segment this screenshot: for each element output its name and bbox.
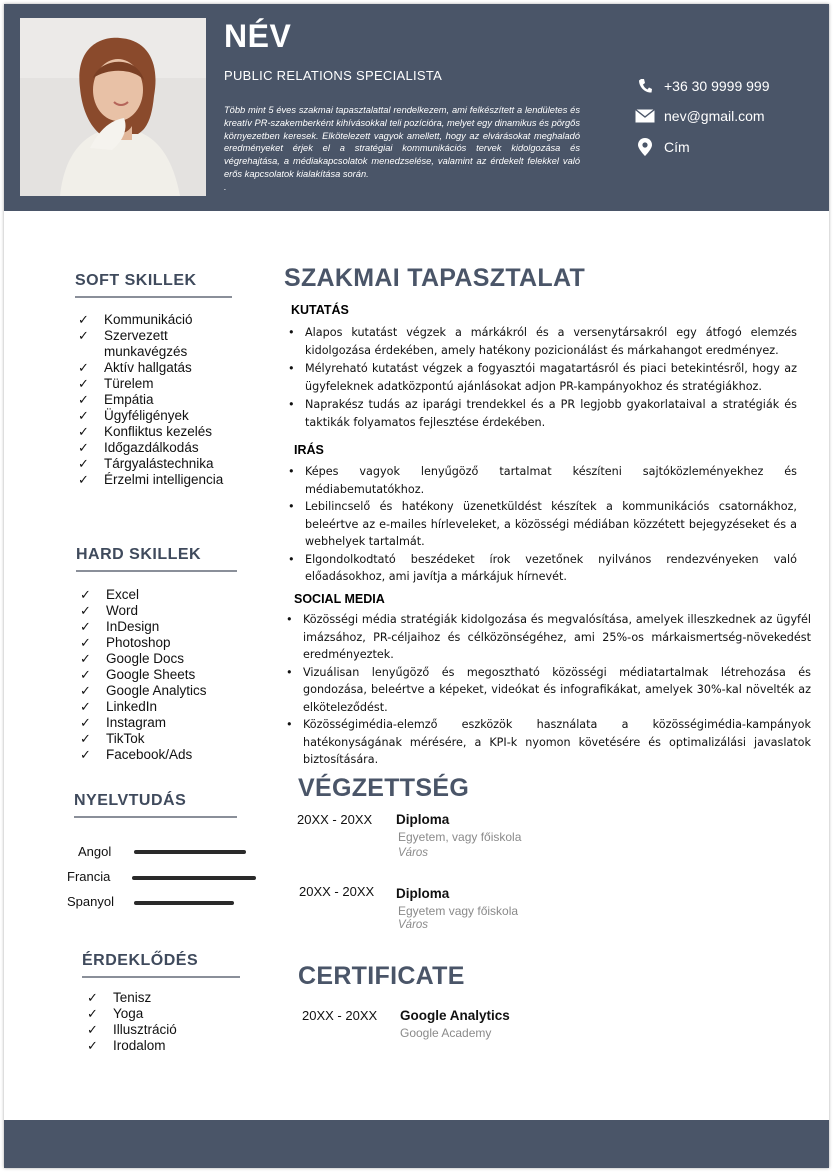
location-pin-icon <box>634 138 656 156</box>
research-bullets <box>285 324 797 432</box>
list-item: • Lebilincselő és hatékony üzenetküldést készítek a kommunikációs csatornákhoz, beleértve az e-mailes hírleveleket, a közösségi médiában közzétett bejegyzéseket és a webhelyek tartalmát. <box>285 498 797 551</box>
social-media-bullets <box>283 611 811 769</box>
list-item: ✓ Ügyféligények <box>78 408 238 424</box>
list-item: • Közösségi média stratégiák kidolgozása és megvalósítása, amelyek illeszkednek az ügyfél imázsához, PR-céljaihoz és célközönségéhez, ami 25%-os márkaismertség-növekedést eredményeztek. <box>283 611 811 664</box>
list-item: ✓ Photoshop <box>80 635 240 651</box>
language-name: Francia <box>67 869 111 884</box>
languages-heading: NYELVTUDÁS <box>74 792 237 818</box>
language-name: Angol <box>78 844 112 859</box>
list-item: ✓ Tárgyalástechnika <box>78 456 238 472</box>
soft-skills-heading: SOFT SKILLEK <box>75 272 232 298</box>
education-city: Város <box>398 847 429 859</box>
candidate-name: NÉV <box>224 18 292 54</box>
certificate-years: 20XX - 20XX <box>302 1008 378 1023</box>
soft-skills-list <box>78 312 238 488</box>
list-item: • Mélyreható kutatást végzek a fogyasztói magatartásról és piaci betekintésről, hogy az ügyfeleknek adatközpontú ajánlásokat adjon PR-kampányokhoz és stratégiákhoz. <box>285 360 797 396</box>
language-name: Spanyol <box>67 894 114 909</box>
list-item: ✓ Instagram <box>80 715 240 731</box>
list-item: • Elgondolkodtató beszédeket írok vezetőnek nyilvános rendezvényeken való előadásokhoz, ami javítja a márkájuk hírnevét. <box>285 551 797 586</box>
hard-skills-heading: HARD SKILLEK <box>76 546 237 572</box>
contact-phone <box>634 78 770 94</box>
section-title: SOCIAL MEDIA <box>294 592 385 606</box>
language-level-bar <box>134 901 234 905</box>
education-degree: Diploma <box>396 886 450 901</box>
list-item: ✓ Időgazdálkodás <box>78 440 238 456</box>
profile-photo <box>20 18 206 196</box>
experience-heading: SZAKMAI TAPASZTALAT <box>284 264 586 292</box>
list-item: ✓ Tenisz <box>87 990 237 1006</box>
list-item: ✓ TikTok <box>80 731 240 747</box>
hard-skills-list <box>80 587 240 763</box>
list-item: ✓ Érzelmi intelligencia <box>78 472 238 488</box>
section-title: KUTATÁS <box>291 303 349 317</box>
phone-icon <box>634 78 656 94</box>
list-item: ✓ Illusztráció <box>87 1022 237 1038</box>
list-item: • Vizuálisan lenyűgöző és megosztható közösségi médiatartalmak létrehozása és gondozása, beleértve a képeket, videókat és infografikákat, amelyek 30%-kal növelték az elköteleződést. <box>283 664 811 717</box>
job-title: PUBLIC RELATIONS SPECIALISTA <box>224 68 443 83</box>
list-item: ✓ Google Docs <box>80 651 240 667</box>
education-school: Egyetem vagy főiskola <box>398 904 519 918</box>
envelope-icon <box>634 109 656 123</box>
list-item: ✓ Word <box>80 603 240 619</box>
education-degree: Diploma <box>396 812 450 827</box>
list-item: ✓ InDesign <box>80 619 240 635</box>
certificate-heading: CERTIFICATE <box>298 962 465 990</box>
education-school: Egyetem, vagy főiskola <box>398 830 522 844</box>
section-title: IRÁS <box>294 443 324 457</box>
summary-dot: . <box>224 181 227 192</box>
list-item: ✓ LinkedIn <box>80 699 240 715</box>
summary-text: Több mint 5 éves szakmai tapasztalattal rendelkezem, ami felkészített a lendületes és kreatív PR-szakemberként kihívásokkal teli pozícióra, melyet egy dinamikus és pörgős környezetben keresek. Elkötelezett vagyok amellett, hogy az elvárásokat meghaladó eredményeket érjek el a stratégiai kommunikációs tervek kidolgozása és végrehajtása, a médiakapcsolatok menedzselése, valamint az érdekelt felekkel való erős kapcsolatok kialakítása során. <box>224 105 580 179</box>
list-item: ✓ Google Sheets <box>80 667 240 683</box>
education-heading: VÉGZETTSÉG <box>298 774 470 802</box>
contact-address <box>634 138 690 156</box>
list-item: ✓ Konfliktus kezelés <box>78 424 238 440</box>
list-item: ✓ Türelem <box>78 376 238 392</box>
education-city: Város <box>398 919 429 931</box>
list-item: • Alapos kutatást végzek a márkákról és a versenytársakról egy átfogó elemzés kidolgozása érdekében, amely hatékony pozicionálást és márkahangot eredményez. <box>285 324 797 360</box>
profile-summary <box>224 104 580 194</box>
list-item: ✓ Excel <box>80 587 240 603</box>
language-level-bar <box>134 850 246 854</box>
list-item: ✓ Irodalom <box>87 1038 237 1054</box>
address: Cím <box>664 139 690 155</box>
list-item: • Naprakész tudás az iparági trendekkel és a PR legjobb gyakorlataival a stratégiák és taktikák folyamatos fejlesztése érdekében. <box>285 396 797 432</box>
certificate-title: Google Analytics <box>400 1008 510 1023</box>
email-address: nev@gmail.com <box>664 108 765 124</box>
resume-page <box>4 4 829 1168</box>
list-item: • Képes vagyok lenyűgöző tartalmat készíteni sajtóközleményekhez és médiabemutatókhoz. <box>285 463 797 498</box>
list-item: ✓ Kommunikáció <box>78 312 238 328</box>
list-item: ✓ Yoga <box>87 1006 237 1022</box>
writing-bullets <box>285 463 797 586</box>
footer-band <box>4 1120 829 1168</box>
education-years: 20XX - 20XX <box>299 884 375 899</box>
list-item: ✓ Facebook/Ads <box>80 747 240 763</box>
certificate-issuer: Google Academy <box>400 1026 492 1040</box>
contact-email <box>634 108 765 124</box>
phone-number: +36 30 9999 999 <box>664 78 770 94</box>
interests-list <box>87 990 237 1054</box>
list-item: ✓ Aktív hallgatás <box>78 360 238 376</box>
list-item: • Közösségimédia-elemző eszközök használata a közösségimédia-kampányok hatékonyságának mérésére, a KPI-k nyomon követésére és optimalizálási javaslatok biztosítására. <box>283 716 811 769</box>
education-years: 20XX - 20XX <box>297 812 373 827</box>
list-item: ✓ Google Analytics <box>80 683 240 699</box>
language-level-bar <box>132 876 256 880</box>
interests-heading: ÉRDEKLŐDÉS <box>82 952 240 978</box>
list-item: ✓ Empátia <box>78 392 238 408</box>
header-band <box>4 4 829 211</box>
list-item: ✓ Szervezett munkavégzés <box>78 328 238 360</box>
